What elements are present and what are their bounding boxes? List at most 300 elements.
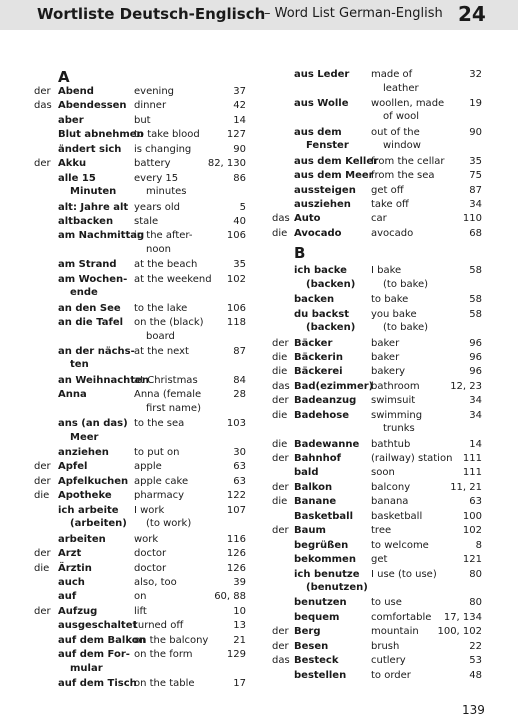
- entry-german-word-text: Besen: [294, 640, 329, 652]
- entry-translation-text: to use: [371, 597, 402, 609]
- entry-page-reference: 129: [226, 649, 246, 661]
- entry-page-reference: 11, 21: [450, 481, 482, 493]
- entry-page-reference: 82, 130: [207, 158, 246, 170]
- entry-german-word-text: Balkon: [294, 481, 333, 493]
- entry-article: der: [34, 86, 51, 97]
- word-entry: [34, 201, 246, 215]
- entry-article: der: [34, 461, 51, 473]
- chapter-number: 24: [458, 2, 486, 26]
- entry-german-word: [58, 489, 112, 503]
- entry-translation-text: on: [134, 591, 147, 603]
- word-entry: [34, 590, 246, 604]
- word-entry: [272, 510, 482, 524]
- entry-translation-text: to the sea: [134, 418, 185, 430]
- word-entry: [34, 273, 246, 302]
- entry-page-reference: 42: [233, 100, 246, 112]
- entry-german-word-continued: (backen): [306, 278, 356, 290]
- entry-german-word-continued: ten: [70, 359, 89, 371]
- entry-english-translation: [371, 68, 419, 95]
- entry-translation-text: doctor: [134, 548, 167, 560]
- entry-translation-text: apple cake: [134, 475, 189, 487]
- entry-german-word: [294, 640, 328, 654]
- word-entry: [34, 215, 246, 229]
- entry-german-word: [294, 380, 373, 394]
- word-entry: [34, 547, 246, 561]
- entry-english-translation: [371, 227, 413, 241]
- entry-german-word-text: Akku: [58, 158, 87, 170]
- entry-german-word: [58, 533, 106, 547]
- entry-german-word: [58, 114, 84, 128]
- entry-german-word: [58, 128, 144, 142]
- word-entry: [272, 539, 482, 553]
- word-entry: [34, 417, 246, 446]
- entry-article: die: [34, 562, 50, 574]
- entry-page-reference: 86: [233, 172, 246, 184]
- entry-english-translation: [371, 524, 391, 538]
- entry-english-translation: [134, 302, 187, 316]
- entry-english-translation: [134, 128, 200, 142]
- entry-translation-text: banana: [371, 496, 409, 508]
- entry-english-translation: [134, 229, 193, 256]
- entry-german-word-text: ich arbeite: [58, 504, 119, 516]
- entry-german-word: [294, 308, 355, 335]
- entry-translation-text: at the weekend: [134, 273, 212, 285]
- entry-german-word: [58, 388, 87, 402]
- entry-german-word: [58, 201, 128, 215]
- entry-translation-text: I use (to use): [371, 568, 437, 580]
- entry-translation-text: at Christmas: [134, 374, 198, 386]
- entry-translation-text: dinner: [134, 100, 167, 112]
- entry-article: die: [34, 490, 50, 502]
- entry-german-word-text: aus dem Meer: [294, 170, 374, 182]
- word-entry: [272, 654, 482, 668]
- entry-german-word-text: Aufzug: [58, 605, 98, 617]
- entry-page-reference: 37: [233, 86, 246, 97]
- entry-german-word-text: Besteck: [294, 655, 339, 667]
- entry-english-translation: [134, 316, 204, 343]
- entry-page-reference: 63: [233, 475, 246, 487]
- entry-page-reference: 40: [233, 215, 246, 227]
- entry-german-word-text: am Wochen-: [58, 273, 128, 285]
- entry-page-reference: 35: [233, 259, 246, 271]
- entry-page-reference: 106: [226, 230, 246, 242]
- entry-translation-text: to take blood: [134, 129, 200, 141]
- word-entry: [272, 184, 482, 198]
- word-entry: [272, 169, 482, 183]
- entry-translation-text: from the sea: [371, 170, 435, 182]
- word-list-column-left: [34, 68, 246, 692]
- entry-page-reference: 126: [226, 562, 246, 574]
- entry-german-word-text: benutzen: [294, 597, 347, 609]
- entry-german-word-continued: (benutzen): [306, 582, 368, 594]
- word-entry: [272, 337, 482, 351]
- word-entry: [34, 99, 246, 113]
- entry-article: die: [272, 351, 288, 363]
- word-entry: [34, 504, 246, 533]
- entry-translation-text: apple: [134, 461, 162, 473]
- entry-english-translation: [134, 172, 186, 199]
- entry-translation-text: baker: [371, 351, 400, 363]
- entry-english-translation: [371, 669, 411, 683]
- entry-german-word-continued: (backen): [306, 322, 356, 334]
- entry-german-word: [294, 169, 374, 183]
- entry-english-translation: [134, 648, 193, 662]
- entry-page-reference: 48: [469, 669, 482, 681]
- entry-english-translation: [371, 481, 410, 495]
- entry-translation-text: to order: [371, 669, 411, 681]
- entry-page-reference: 102: [226, 273, 246, 285]
- entry-german-word: [294, 126, 349, 153]
- entry-english-translation: [371, 539, 429, 553]
- entry-english-translation: [134, 533, 158, 547]
- entry-german-word-text: an die Tafel: [58, 317, 124, 329]
- entry-translation-text: but: [134, 114, 151, 126]
- entry-translation-text: stale: [134, 215, 159, 227]
- entry-article: die: [272, 366, 288, 378]
- entry-english-translation: [371, 466, 395, 480]
- entry-page-reference: 14: [469, 438, 482, 450]
- entry-translation-continued: trunks: [383, 423, 415, 435]
- entry-article: der: [272, 481, 289, 493]
- entry-page-reference: 63: [233, 461, 246, 473]
- entry-article: der: [34, 605, 51, 617]
- entry-german-word: [294, 184, 356, 198]
- entry-page-reference: 122: [226, 490, 246, 502]
- entry-german-word: [294, 438, 359, 452]
- entry-article: der: [272, 395, 289, 407]
- entry-german-word-text: Blut abnehmen: [58, 129, 144, 141]
- entry-translation-continued: window: [383, 140, 421, 152]
- entry-article: das: [34, 100, 52, 112]
- entry-german-word-continued: ende: [70, 287, 98, 299]
- entry-german-word-text: aussteigen: [294, 184, 356, 196]
- entry-page-reference: 5: [239, 201, 246, 213]
- entry-english-translation: [371, 380, 420, 394]
- entry-translation-text: car: [371, 213, 387, 225]
- entry-german-word-text: an Weihnachten: [58, 374, 149, 386]
- entry-english-translation: [371, 293, 408, 307]
- entry-page-reference: 35: [469, 155, 482, 167]
- word-entry: [272, 155, 482, 169]
- entry-page-reference: 53: [469, 655, 482, 667]
- entry-translation-continued: minutes: [146, 186, 187, 198]
- entry-page-reference: 58: [469, 265, 482, 277]
- entry-page-reference: 100, 102: [437, 626, 482, 638]
- entry-translation-text: to the lake: [134, 302, 188, 314]
- entry-page-reference: 96: [469, 366, 482, 378]
- entry-page-reference: 34: [469, 198, 482, 210]
- entry-german-word: [294, 155, 378, 169]
- entry-page-reference: 107: [226, 504, 246, 516]
- entry-german-word: [294, 481, 332, 495]
- entry-german-word: [58, 273, 127, 300]
- word-entry: [272, 596, 482, 610]
- entry-english-translation: [371, 97, 444, 124]
- entry-translation-text: on the table: [134, 678, 195, 690]
- entry-german-word-text: bequem: [294, 611, 340, 623]
- entry-german-word-text: Banane: [294, 496, 337, 508]
- word-entry: [272, 227, 482, 241]
- entry-translation-text: on the balcony: [134, 634, 209, 646]
- entry-german-word-text: ich backe: [294, 265, 347, 277]
- entry-article: das: [272, 655, 290, 667]
- entry-page-reference: 80: [469, 568, 482, 580]
- entry-article: der: [272, 525, 289, 537]
- entry-page-reference: 8: [475, 539, 482, 551]
- entry-page-reference: 100: [462, 510, 482, 522]
- entry-page-reference: 60, 88: [214, 591, 246, 603]
- entry-translation-text: also, too: [134, 577, 177, 588]
- word-entry: [272, 452, 482, 466]
- word-entry: [272, 553, 482, 567]
- entry-english-translation: [371, 568, 437, 582]
- entry-page-reference: 22: [469, 640, 482, 652]
- entry-translation-text: on the form: [134, 649, 193, 661]
- entry-english-translation: [134, 388, 201, 415]
- entry-page-reference: 39: [233, 577, 246, 588]
- entry-german-word: [294, 466, 319, 480]
- entry-english-translation: [371, 394, 415, 408]
- word-entry: [34, 648, 246, 677]
- entry-german-word: [58, 590, 76, 604]
- word-entry: [34, 374, 246, 388]
- entry-page-reference: 84: [233, 374, 246, 386]
- entry-english-translation: [371, 126, 421, 153]
- section-letter: B: [294, 244, 306, 263]
- word-entry: [34, 576, 246, 590]
- entry-german-word-continued: (arbeiten): [70, 518, 127, 530]
- entry-german-word: [294, 568, 368, 595]
- entry-translation-text: basketball: [371, 510, 423, 522]
- entry-german-word-text: auf: [58, 591, 77, 603]
- entry-page-reference: 102: [462, 525, 482, 537]
- entry-german-word-text: Auto: [294, 213, 321, 225]
- entry-page-reference: 118: [226, 317, 246, 329]
- entry-english-translation: [371, 596, 402, 610]
- entry-page-reference: 30: [233, 447, 246, 459]
- entry-page-reference: 96: [469, 351, 482, 363]
- entry-translation-text: made of: [371, 69, 413, 80]
- entry-english-translation: [371, 351, 399, 365]
- entry-english-translation: [371, 409, 422, 436]
- entry-german-word: [58, 475, 128, 489]
- entry-german-word: [58, 504, 127, 531]
- entry-german-word: [58, 316, 123, 330]
- entry-article: der: [272, 337, 289, 349]
- entry-translation-text: at the next: [134, 345, 189, 357]
- entry-german-word-text: Badewanne: [294, 438, 360, 450]
- entry-german-word: [58, 576, 85, 590]
- entry-translation-continued: noon: [146, 243, 171, 255]
- entry-german-word: [58, 143, 121, 157]
- word-entry: [272, 438, 482, 452]
- entry-english-translation: [134, 460, 162, 474]
- entry-german-word: [294, 524, 326, 538]
- entry-page-reference: 68: [469, 227, 482, 239]
- entry-german-word: [294, 452, 341, 466]
- entry-german-word: [294, 227, 341, 241]
- word-entry: [34, 229, 246, 258]
- entry-article: die: [272, 438, 288, 450]
- entry-translation-text: comfortable: [371, 611, 432, 623]
- word-entry: [272, 669, 482, 683]
- word-entry: [34, 460, 246, 474]
- entry-article: die: [272, 409, 288, 421]
- word-entry: [272, 97, 482, 126]
- word-entry: [272, 625, 482, 639]
- entry-translation-text: doctor: [134, 562, 167, 574]
- entry-german-word: [294, 264, 355, 291]
- entry-german-word-text: Baum: [294, 525, 326, 537]
- word-entry: [34, 605, 246, 619]
- entry-article: der: [34, 158, 51, 170]
- entry-page-reference: 116: [226, 533, 246, 545]
- entry-translation-text: you bake: [371, 308, 417, 320]
- entry-page-reference: 96: [469, 337, 482, 349]
- entry-translation-text: bathroom: [371, 380, 420, 392]
- word-entry: [34, 677, 246, 691]
- entry-german-word-text: Basketball: [294, 510, 354, 522]
- entry-translation-continued: leather: [383, 82, 419, 94]
- word-entry: [272, 264, 482, 293]
- entry-page-reference: 58: [469, 294, 482, 306]
- entry-translation-text: to bake: [371, 294, 409, 306]
- page-header: [0, 0, 518, 30]
- word-entry: [34, 489, 246, 503]
- entry-english-translation: [134, 489, 184, 503]
- entry-english-translation: [134, 576, 177, 590]
- page-subtitle: – Word List German-English: [264, 6, 443, 21]
- entry-article: das: [272, 380, 290, 392]
- entry-german-word-continued: Fenster: [306, 140, 349, 152]
- entry-german-word: [58, 258, 117, 272]
- entry-page-reference: 87: [469, 184, 482, 196]
- entry-german-word: [294, 539, 348, 553]
- entry-english-translation: [134, 215, 158, 229]
- entry-translation-text: out of the: [371, 126, 420, 138]
- word-entry: [34, 128, 246, 142]
- word-entry: [272, 611, 482, 625]
- entry-page-reference: 32: [469, 69, 482, 80]
- entry-page-reference: 13: [233, 620, 246, 632]
- entry-german-word-text: aus Leder: [294, 69, 350, 80]
- entry-translation-text: years old: [134, 201, 180, 213]
- entry-english-translation: [371, 625, 419, 639]
- word-entry: [34, 475, 246, 489]
- entry-german-word: [58, 157, 86, 171]
- entry-article: der: [34, 548, 51, 560]
- entry-translation-continued: (to bake): [383, 322, 429, 334]
- entry-english-translation: [371, 264, 428, 291]
- word-entry: [272, 524, 482, 538]
- entry-english-translation: [134, 619, 183, 633]
- entry-german-word: [294, 394, 356, 408]
- entry-german-word-text: begrüßen: [294, 539, 349, 551]
- word-entry: [272, 495, 482, 509]
- entry-page-reference: 87: [233, 345, 246, 357]
- entry-page-reference: 14: [233, 114, 246, 126]
- entry-english-translation: [371, 365, 405, 379]
- entry-german-word-text: Bäckerin: [294, 351, 343, 363]
- entry-page-reference: 17, 134: [443, 611, 482, 623]
- entry-page-reference: 126: [226, 548, 246, 560]
- entry-german-word: [58, 229, 144, 243]
- word-entry: [272, 568, 482, 597]
- entry-translation-text: work: [134, 533, 159, 545]
- entry-german-word: [58, 417, 128, 444]
- entry-english-translation: [134, 547, 166, 561]
- entry-page-reference: 90: [233, 143, 246, 155]
- entry-german-word: [58, 99, 127, 113]
- entry-translation-text: at the beach: [134, 259, 198, 271]
- entry-german-word-text: am Nachmittag: [58, 230, 145, 242]
- entry-english-translation: [134, 605, 147, 619]
- word-entry: [34, 533, 246, 547]
- word-entry: [34, 258, 246, 272]
- entry-translation-text: lift: [134, 605, 147, 617]
- entry-german-word-text: ans (an das): [58, 418, 128, 430]
- entry-english-translation: [134, 590, 146, 604]
- entry-english-translation: [134, 562, 166, 576]
- entry-english-translation: [134, 475, 188, 489]
- entry-translation-text: swimsuit: [371, 395, 416, 407]
- word-entry: [272, 126, 482, 155]
- word-entry: [272, 409, 482, 438]
- entry-german-word-text: altbacken: [58, 215, 114, 227]
- entry-translation-text: swimming: [371, 409, 423, 421]
- entry-page-reference: 90: [469, 126, 482, 138]
- entry-english-translation: [134, 157, 171, 171]
- word-entry: [272, 394, 482, 408]
- entry-english-translation: [134, 504, 191, 531]
- entry-translation-continued: (to bake): [383, 278, 429, 290]
- word-entry: [272, 351, 482, 365]
- entry-english-translation: [134, 273, 212, 287]
- word-entry: [34, 345, 246, 374]
- entry-german-word-text: alle 15: [58, 172, 96, 184]
- entry-german-word-text: aus dem Keller: [294, 155, 379, 167]
- word-list-column-right: [272, 68, 482, 683]
- entry-german-word-text: aus dem: [294, 126, 342, 138]
- entry-page-reference: 111: [462, 453, 482, 465]
- page-title: Wortliste Deutsch-Englisch: [37, 5, 266, 23]
- entry-german-word: [58, 345, 135, 372]
- entry-german-word: [294, 409, 349, 423]
- entry-translation-text: get off: [371, 184, 404, 196]
- entry-german-word-text: du backst: [294, 308, 349, 320]
- entry-article: die: [272, 496, 288, 508]
- entry-english-translation: [371, 553, 387, 567]
- entry-german-word-text: Badehose: [294, 409, 350, 421]
- entry-translation-text: to welcome: [371, 539, 429, 551]
- word-entry: [34, 619, 246, 633]
- entry-german-word: [58, 460, 87, 474]
- entry-translation-text: bathtub: [371, 438, 411, 450]
- entry-english-translation: [134, 99, 166, 113]
- entry-german-word-text: ausziehen: [294, 198, 351, 210]
- entry-english-translation: [371, 495, 408, 509]
- entry-translation-text: in the after-: [134, 230, 193, 242]
- word-entry: [272, 198, 482, 212]
- entry-translation-text: (railway) station: [371, 453, 453, 465]
- entry-german-word-text: auf dem For-: [58, 649, 130, 661]
- entry-english-translation: [134, 201, 180, 215]
- entry-page-reference: 63: [469, 496, 482, 508]
- entry-german-word: [294, 553, 356, 567]
- entry-german-word: [294, 365, 343, 379]
- entry-page-reference: 121: [462, 554, 482, 566]
- entry-german-word: [294, 611, 339, 625]
